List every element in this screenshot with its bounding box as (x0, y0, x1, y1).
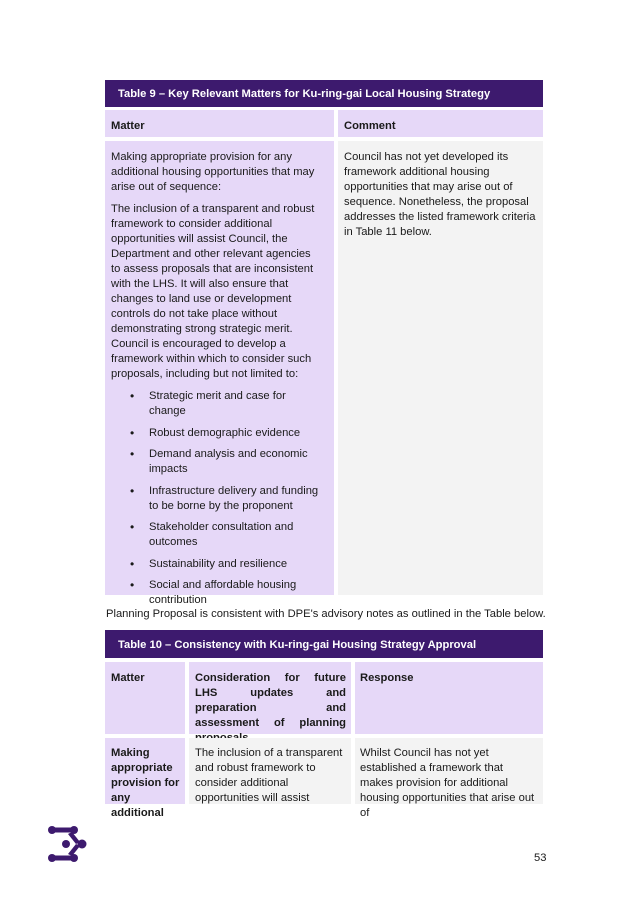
intro-text: Planning Proposal is consistent with DPE's advisory notes as outlined in the Table below. (106, 608, 546, 620)
table10-header-response (355, 662, 543, 734)
table9-header-matter (105, 110, 334, 137)
table9-header-comment-label: Comment (344, 120, 396, 132)
table9-matter-body: The inclusion of a transparent and robust framework to consider additional opportunities will assist Council, the Department and other relevant agencies to assess proposals that are inconsistent with the LHS. It will also ensure that changes to land use or development controls do not take place without demonstrating strong strategic merit. Council is encouraged to develop a framework within which to consider such proposals, including but not limited to: (111, 203, 315, 380)
criteria-item: • Infrastructure delivery and funding to be borne by the proponent (149, 484, 320, 514)
table9-criteria-list (111, 389, 320, 608)
table10-title: Table 10 – Consistency with Ku-ring-gai Housing Strategy Approval (105, 630, 543, 658)
criteria-item: • Robust demographic evidence (149, 426, 320, 441)
table9-matter-cell (105, 141, 334, 606)
table9-header-comment (338, 110, 543, 137)
criteria-item: • Strategic merit and case for change (149, 389, 320, 419)
table10-header-matter-label: Matter (111, 672, 145, 684)
table10-header-consideration-label: Consideration for future LHS updates and preparation and assessment of planning (195, 672, 346, 729)
table10-header-response-label: Response (360, 672, 414, 684)
table10-row-matter (105, 738, 185, 819)
table10-header-matter (105, 662, 185, 734)
table10-row-response (355, 738, 543, 819)
network-logo-icon (46, 825, 90, 863)
table10-row-consideration (189, 738, 351, 804)
table9-comment-cell (338, 141, 543, 595)
table9-title: Table 9 – Key Relevant Matters for Ku-ring-gai Local Housing Strategy (105, 80, 543, 107)
criteria-item: • Stakeholder consultation and outcomes (149, 520, 320, 550)
table9-comment-text: Council has not yet developed its framework additional housing opportunities that may arise out of sequence. Nonetheless, the proposal addresses the listed framework criteria in Table 11 below. (344, 151, 536, 238)
table9-header-matter-label: Matter (111, 120, 145, 132)
table10-row-matter-text: Making appropriate provision for any additional (111, 747, 180, 819)
criteria-item: • Social and affordable housing contribution (149, 578, 320, 608)
criteria-item: • Sustainability and resilience (149, 557, 320, 572)
table10-row-consideration-text: The inclusion of a transparent and robust framework to consider additional opportunities will assist (195, 747, 343, 804)
table10-row-response-text: Whilst Council has not yet established a framework that makes provision for additional housing opportunities that arise out of (360, 747, 535, 819)
page-number: 53 (534, 852, 547, 864)
criteria-item: • Demand analysis and economic impacts (149, 447, 320, 477)
table10-header-consideration (189, 662, 351, 734)
table9-matter-intro: Making appropriate provision for any additional housing opportunities that may arise out of sequence: (111, 151, 315, 193)
